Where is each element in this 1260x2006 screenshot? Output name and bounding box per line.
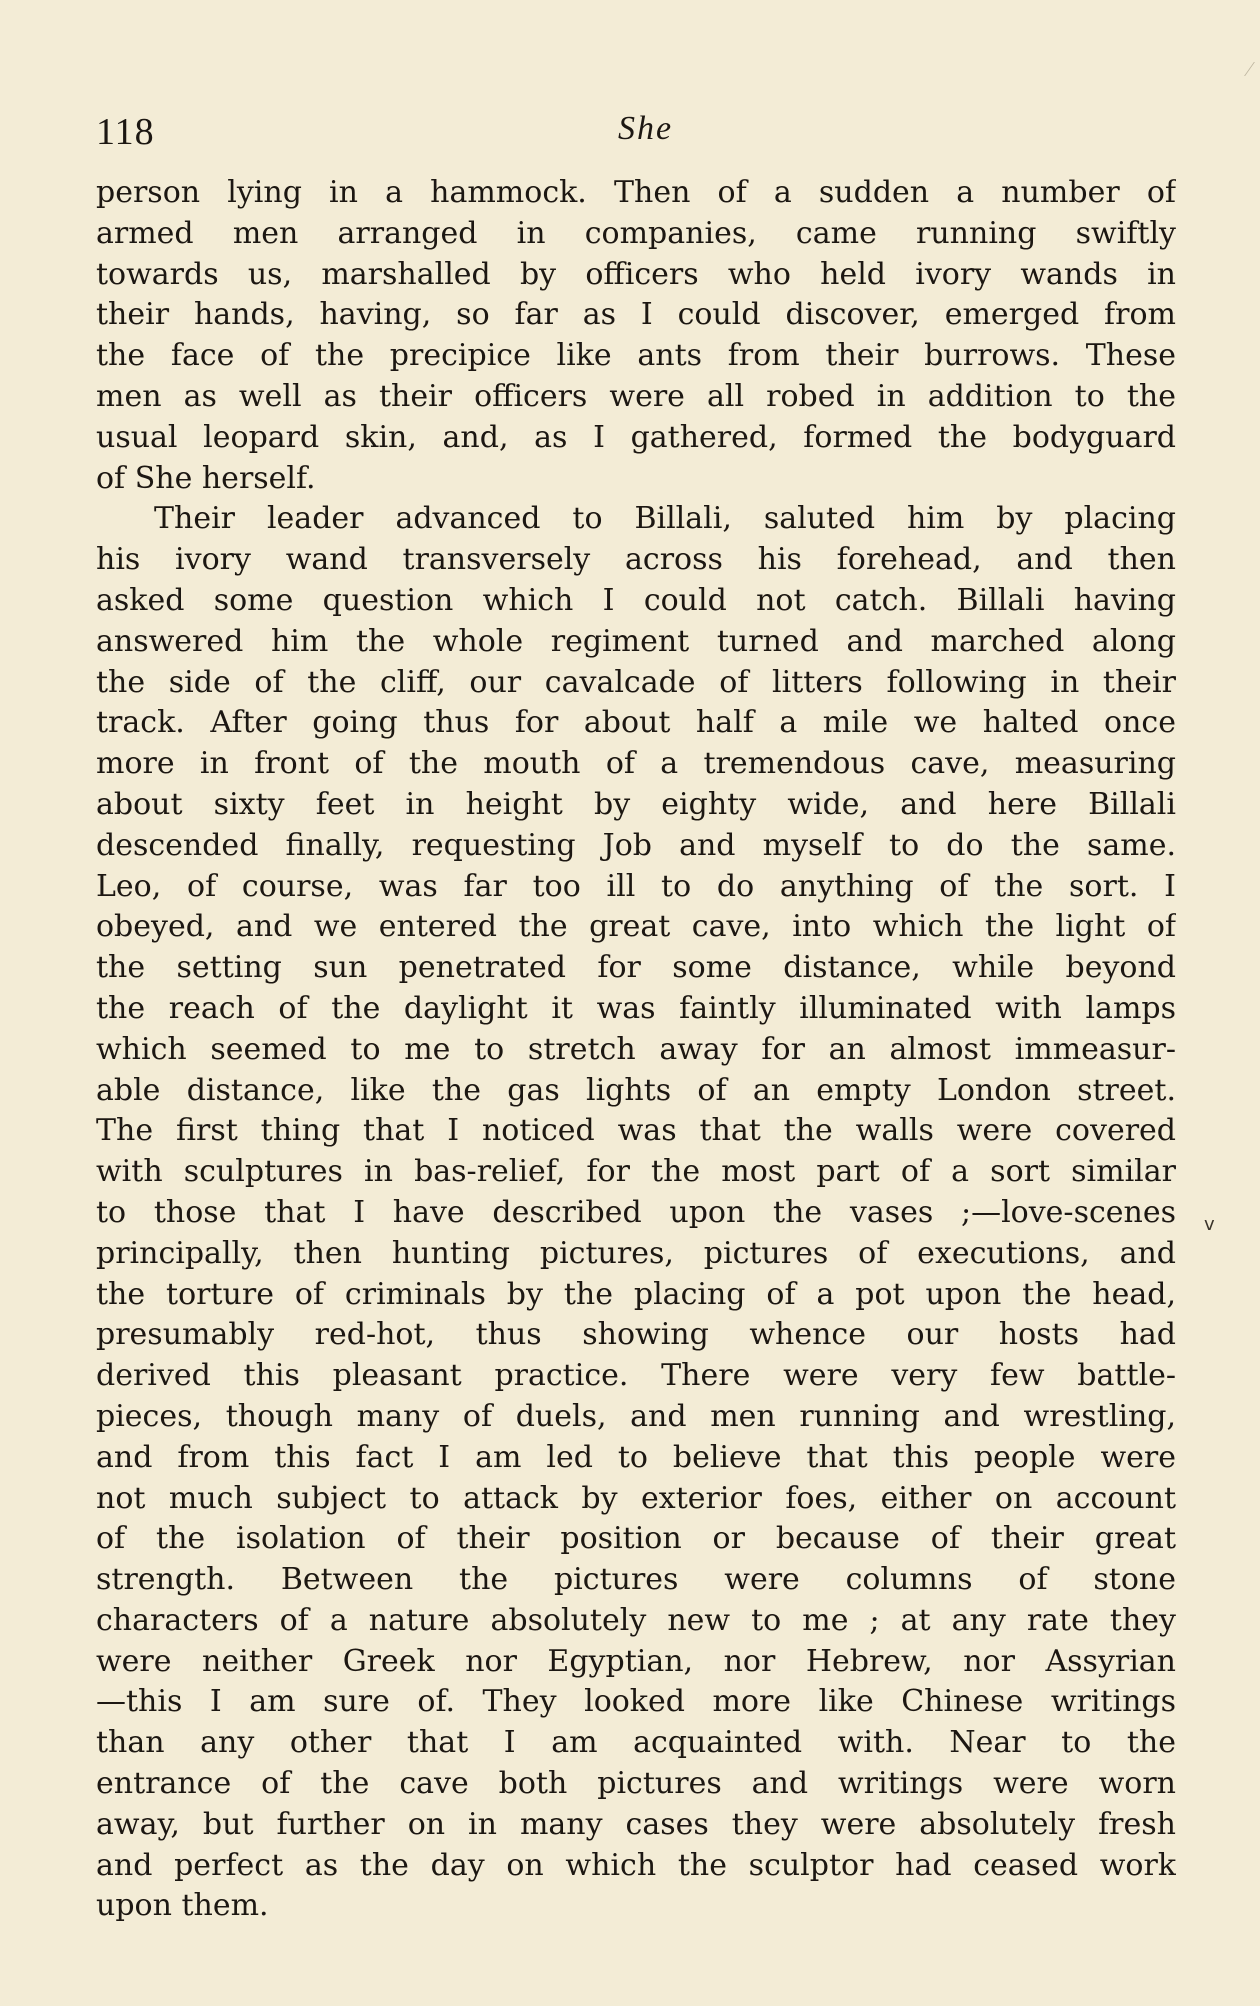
- text-line: answered him the whole regiment turned and marched along: [96, 623, 1176, 659]
- text-line: with sculptures in bas-relief, for the most part of a sort similar: [96, 1154, 1176, 1190]
- text-line: than any other that I am acquainted with. Near to the: [96, 1725, 1176, 1761]
- text-line: their hands, having, so far as I could discover, emerged from: [96, 297, 1176, 333]
- text-line: not much subject to attack by exterior foes, either on account: [96, 1480, 1176, 1516]
- text-line: towards us, marshalled by officers who held ivory wands in: [96, 256, 1176, 292]
- body-text: [96, 173, 1176, 1927]
- text-line: usual leopard skin, and, as I gathered, formed the bodyguard: [96, 419, 1176, 455]
- text-line: The first thing that I noticed was that the walls were covered: [96, 1113, 1176, 1149]
- text-line: the torture of criminals by the placing of a pot upon the head,: [96, 1276, 1176, 1312]
- text-line: away, but further on in many cases they were absolutely fresh: [96, 1806, 1176, 1842]
- text-line: which seemed to me to stretch away for an almost immeasur-: [96, 1031, 1176, 1067]
- text-line: characters of a nature absolutely new to me ; at any rate they: [96, 1602, 1176, 1638]
- text-line: entrance of the cave both pictures and writings were worn: [96, 1766, 1176, 1802]
- text-line: person lying in a hammock. Then of a sudden a number of: [96, 175, 1176, 210]
- text-line: strength. Between the pictures were columns of stone: [96, 1562, 1176, 1598]
- page-header: [96, 110, 1176, 160]
- text-line: able distance, like the gas lights of an empty London street.: [96, 1072, 1176, 1108]
- text-line: the setting sun penetrated for some distance, while beyond: [96, 950, 1176, 986]
- text-line: Their leader advanced to Billali, saluted him by placing: [154, 501, 1176, 537]
- text-line: about sixty feet in height by eighty wide, and here Billali: [96, 786, 1176, 822]
- text-line: the reach of the daylight it was faintly illuminated with lamps: [96, 990, 1176, 1026]
- page-number: 118: [96, 111, 155, 153]
- text-line: his ivory wand transversely across his forehead, and then: [96, 542, 1176, 578]
- text-line: men as well as their officers were all robed in addition to the: [96, 378, 1176, 414]
- text-line: of She herself.: [96, 460, 316, 496]
- text-line: principally, then hunting pictures, pictures of executions, and: [96, 1235, 1176, 1271]
- text-line: Leo, of course, was far too ill to do anything of the sort. I: [96, 868, 1176, 904]
- text-line: to those that I have described upon the vases ;—love-scenes: [96, 1194, 1176, 1230]
- text-line: track. After going thus for about half a mile we halted once: [96, 705, 1176, 741]
- text-line: were neither Greek nor Egyptian, nor Hebrew, nor Assyrian: [96, 1643, 1176, 1679]
- page-edge-mark: [1232, 62, 1255, 76]
- running-title: She: [618, 110, 674, 147]
- text-line: asked some question which I could not catch. Billali having: [96, 582, 1176, 618]
- text-line: upon them.: [96, 1888, 269, 1924]
- text-line: of the isolation of their position or because of their great: [96, 1521, 1176, 1557]
- text-line: derived this pleasant practice. There were very few battle-: [96, 1358, 1176, 1394]
- text-line: armed men arranged in companies, came running swiftly: [96, 215, 1176, 251]
- text-line: and perfect as the day on which the sculptor had ceased work: [96, 1847, 1176, 1883]
- text-line: presumably red-hot, thus showing whence our hosts had: [96, 1317, 1176, 1353]
- text-line: and from this fact I am led to believe that this people were: [96, 1439, 1176, 1475]
- text-line: obeyed, and we entered the great cave, into which the light of: [96, 909, 1176, 945]
- text-line: —this I am sure of. They looked more like Chinese writings: [96, 1684, 1176, 1720]
- text-line: descended finally, requesting Job and myself to do the same.: [96, 827, 1176, 863]
- text-line: more in front of the mouth of a tremendous cave, measuring: [96, 746, 1176, 782]
- text-line: the face of the precipice like ants from their burrows. These: [96, 338, 1176, 374]
- text-line: pieces, though many of duels, and men running and wrestling,: [96, 1398, 1176, 1434]
- margin-mark: v: [1204, 1214, 1215, 1235]
- text-line: the side of the cliff, our cavalcade of litters following in their: [96, 664, 1176, 700]
